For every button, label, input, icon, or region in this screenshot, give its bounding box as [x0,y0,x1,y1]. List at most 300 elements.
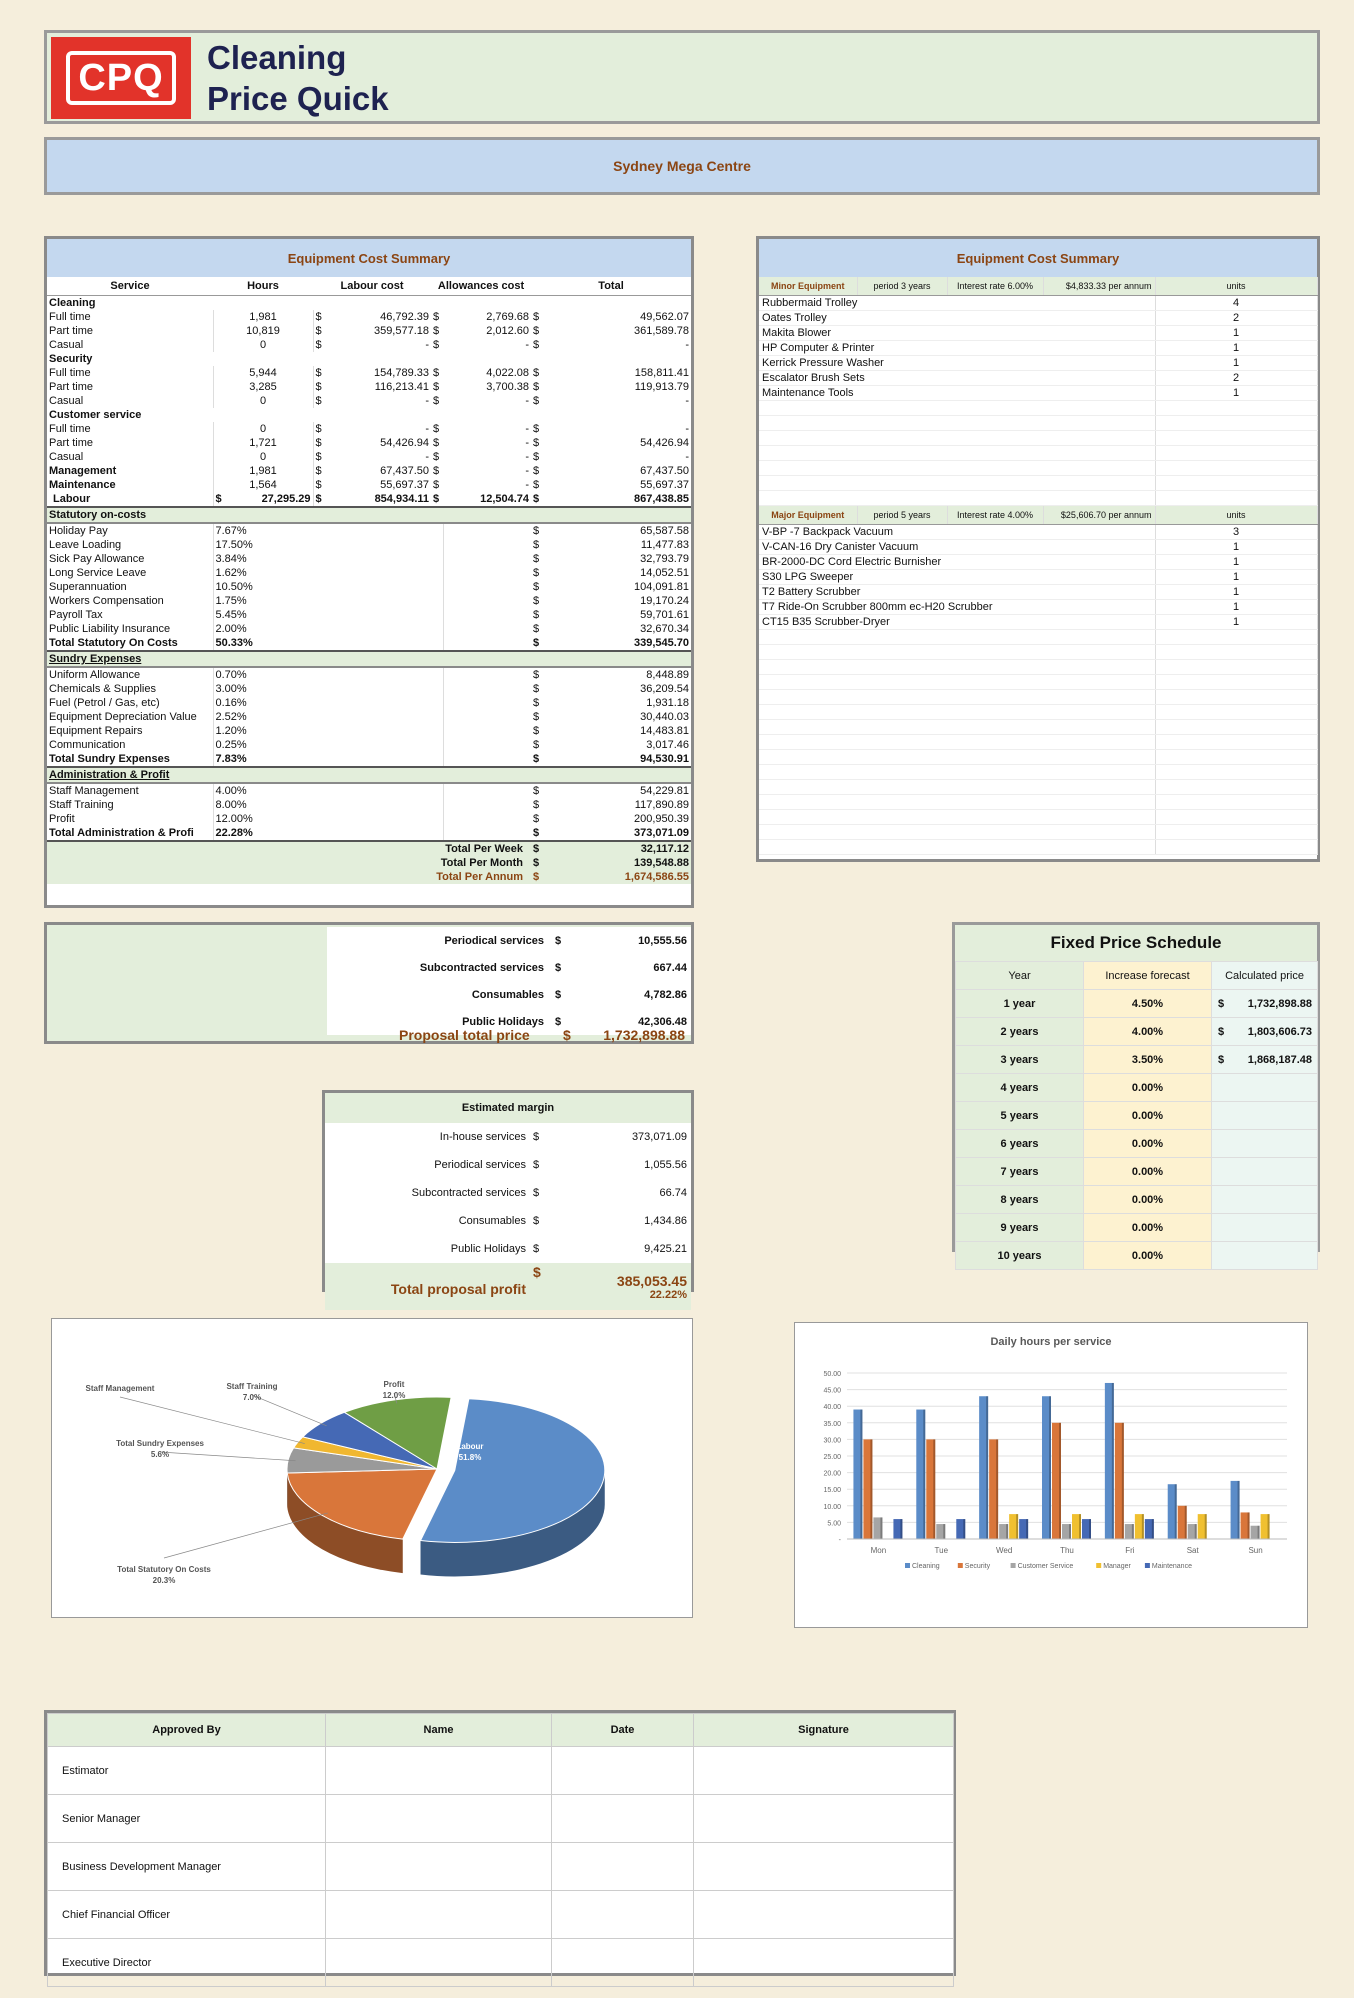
empty-cell [759,630,1155,645]
empty-cell [759,690,1155,705]
currency: $ [533,785,540,797]
empty-cell [759,780,1155,795]
row-labour-cost: 359,577.18 [373,325,430,337]
oncost-total: 3,017.46 [646,739,690,751]
spacer [443,783,531,798]
minor-label: Minor Equipment [759,277,857,296]
approval-date-cell[interactable] [552,1747,694,1795]
approval-date-cell[interactable] [552,1795,694,1843]
grand-total-row [47,841,691,856]
oncost-row [47,552,691,566]
empty-cell [759,765,1155,780]
currency: $ [431,492,443,507]
row-labour-cost: 46,792.39 [380,311,430,323]
currency: $ [433,479,440,491]
row-label: Full time [47,366,213,380]
spacer [443,682,531,696]
summary-row [47,324,691,338]
currency: $ [533,1187,540,1199]
empty-cell [1155,416,1317,431]
row-hours: 1,981 [213,464,313,478]
currency: $ [533,739,540,751]
legend-swatch [1096,1563,1101,1568]
app-title-line2: Price Quick [207,80,389,117]
oncost-total: 339,545.70 [543,636,691,651]
oncost-percent: 2.00% [213,622,443,636]
cost-breakdown-pie-chart [51,1318,693,1618]
summary-row [47,492,691,507]
proposal-value: 4,782.86 [576,981,691,1008]
bar-shade [963,1519,965,1539]
margin-row [325,1207,691,1235]
equipment-units: 1 [1155,341,1317,356]
major-units-header: units [1155,506,1317,525]
fixed-price-schedule [952,922,1320,1262]
row-allowances-cost: - [525,451,530,463]
oncost-label: Uniform Allowance [47,667,213,682]
approval-date-cell[interactable] [552,1891,694,1939]
currency: $ [315,451,322,463]
oncost-label: Profit [47,812,213,826]
currency: $ [533,381,540,393]
row-hours: 10,819 [213,324,313,338]
oncost-row [47,812,691,826]
oncost-percent: 3.84% [213,552,443,566]
fixed-price-row [956,1046,1318,1074]
pie-label: Staff Management [85,1384,155,1393]
pie-svg [52,1319,692,1617]
oncost-label: Leave Loading [47,538,213,552]
grand-total-row [47,856,691,870]
currency: $ [215,493,222,505]
empty-cell [1155,765,1317,780]
y-tick-label: 20.00 [823,1470,841,1478]
major-rate: Interest rate 4.00% [947,506,1043,525]
oncost-row [47,826,691,841]
row-allowances-cost: - [525,479,530,491]
equipment-units: 1 [1155,585,1317,600]
fixed-price-year: 3 years [956,1046,1084,1074]
bar-shade [1132,1524,1134,1539]
currency: $ [315,437,322,449]
margin-label: In-house services [439,1131,526,1143]
oncost-row [47,798,691,812]
bar-shade [1049,1396,1051,1539]
bar-shade [1016,1514,1018,1539]
empty-cell [1155,645,1317,660]
approval-name-cell[interactable] [326,1795,552,1843]
legend-swatch [958,1563,963,1568]
proposal-row [327,927,691,954]
oncost-label: Public Liability Insurance [47,622,213,636]
empty-cell [1155,720,1317,735]
x-tick-label: Sat [1186,1546,1199,1555]
approver-role: Senior Manager [48,1795,326,1843]
equipment-row [759,720,1317,735]
row-labour-cost: - [425,339,430,351]
summary-row [47,310,691,324]
bar-shade [1059,1423,1061,1539]
row-labour-cost: 116,213.41 [374,381,430,393]
row-labour-cost: - [425,395,430,407]
empty-cell [759,431,1155,446]
empty-cell [1155,491,1317,506]
bar-shade [1006,1524,1008,1539]
equipment-row [759,570,1317,585]
empty-cell [1155,461,1317,476]
fixed-price-header [956,962,1318,990]
group-heading: Administration & Profit [47,767,691,783]
approval-row [48,1939,954,1987]
pie-leader-line [160,1452,296,1461]
row-hours: 0 [213,422,313,436]
equipment-row [759,810,1317,825]
currency: $ [315,423,322,435]
oncost-total: 14,483.81 [640,725,690,737]
row-allowances-cost: 12,504.74 [443,492,531,507]
oncost-row [47,580,691,594]
fixed-price-year: 2 years [956,1018,1084,1046]
empty-cell [1155,446,1317,461]
equipment-row [759,645,1317,660]
equipment-row [759,401,1317,416]
empty-cell [759,446,1155,461]
spacer [443,738,531,752]
fixed-price-row [956,1102,1318,1130]
oncost-label: Staff Management [47,783,213,798]
summary-row [47,338,691,352]
oncost-label: Equipment Depreciation Value [47,710,213,724]
legend-label: Manager [1103,1563,1131,1570]
row-hours-value: 27,295.29 [261,493,311,505]
oncost-label: Holiday Pay [47,523,213,538]
equipment-units: 1 [1155,570,1317,585]
equipment-name: Maintenance Tools [759,386,1155,401]
col-hours: Hours [213,277,313,296]
col-service: Service [47,277,213,296]
currency: $ [1218,997,1225,1010]
approval-date-cell[interactable] [552,1843,694,1891]
oncost-label: Payroll Tax [47,608,213,622]
row-labour-cost: 67,437.50 [380,465,430,477]
approval-signature-cell[interactable] [694,1843,954,1891]
currency: $ [531,492,543,507]
fixed-price-year: 5 years [956,1102,1084,1130]
currency: $ [315,367,322,379]
row-total: 67,437.50 [640,465,690,477]
row-hours: 3,285 [213,380,313,394]
currency: $ [433,325,440,337]
margin-total-label: Total proposal profit [325,1263,527,1310]
bar-shade [870,1439,872,1539]
bar-shade [1069,1524,1071,1539]
summary-row [47,464,691,478]
spacer [443,710,531,724]
margin-total-percent: 22.22% [649,1288,687,1301]
pie-label: Total Statutory On Costs [117,1565,211,1574]
currency: $ [533,423,540,435]
oncost-percent: 2.52% [213,710,443,724]
oncost-percent: 50.33% [213,636,443,651]
row-labour-cost: - [425,423,430,435]
oncost-total: 11,477.83 [640,539,690,551]
empty-cell [1155,840,1317,855]
minor-period: period 3 years [857,277,947,296]
currency: $ [533,683,540,695]
margin-value: 373,071.09 [631,1131,687,1143]
spacer [443,724,531,738]
bar-shade [986,1396,988,1539]
approver-role: Chief Financial Officer [48,1891,326,1939]
fixed-price-col: Increase forecast [1084,962,1212,990]
currency: $ [533,1131,540,1143]
margin-label: Subcontracted services [411,1187,526,1199]
oncost-percent: 8.00% [213,798,443,812]
oncost-label: Fuel (Petrol / Gas, etc) [47,696,213,710]
fixed-price-forecast: 0.00% [1084,1158,1212,1186]
empty-cell [759,476,1155,491]
currency: $ [533,581,540,593]
proposal-value: 667.44 [576,954,691,981]
bar-shade [1079,1514,1081,1539]
approval-name-cell[interactable] [326,1891,552,1939]
row-label: Management [47,464,213,478]
approval-date-cell[interactable] [552,1939,694,1987]
fixed-price-calc [1212,1074,1318,1102]
pie-pct-label: 7.0% [242,1393,262,1402]
equipment-row [759,461,1317,476]
currency: $ [554,954,576,981]
pie-pct-label: 5.6% [150,1450,170,1459]
proposal-summary [44,922,694,1044]
y-tick-label: 50.00 [823,1371,841,1378]
currency: $ [531,752,543,767]
oncost-label: Total Statutory On Costs [47,636,213,651]
legend-swatch [905,1563,910,1568]
bar-shade [900,1519,902,1539]
row-labour-cost: - [425,451,430,463]
approver-role: Business Development Manager [48,1843,326,1891]
oncost-row [47,724,691,738]
fixed-price-year: 7 years [956,1158,1084,1186]
empty-cell [759,491,1155,506]
approval-name-cell[interactable] [326,1843,552,1891]
empty-cell [1155,705,1317,720]
oncost-row [47,566,691,580]
fixed-price-forecast: 0.00% [1084,1074,1212,1102]
group-heading: Statutory on-costs [47,507,691,523]
cpq-logo [51,37,191,119]
pie-pct-label: 20.3% [152,1576,176,1585]
oncost-total: 59,701.61 [640,609,690,621]
oncost-total: 117,890.89 [634,799,690,811]
row-total: 158,811.41 [634,367,690,379]
pie-pct-label: 12.0% [382,1391,406,1400]
proposal-row [327,981,691,1008]
equipment-row [759,476,1317,491]
equipment-units: 1 [1155,326,1317,341]
proposal-total-currency: $ [563,1027,571,1043]
bar-shade [933,1439,935,1539]
currency: $ [315,395,322,407]
currency: $ [533,609,540,621]
margin-total-cell [584,1263,691,1310]
x-tick-label: Fri [1125,1546,1135,1555]
currency: $ [533,1215,540,1227]
y-tick-label: 5.00 [827,1520,841,1528]
currency: $ [433,311,440,323]
y-tick-label: 30.00 [823,1437,841,1445]
currency: $ [533,1243,540,1255]
equipment-name: BR-2000-DC Cord Electric Burnisher [759,555,1155,570]
oncost-row [47,752,691,767]
proposal-table [327,927,691,1035]
equipment-table [759,277,1318,855]
approval-signature-cell[interactable] [694,1747,954,1795]
equipment-row [759,555,1317,570]
pie-label: Labour [456,1442,484,1451]
fixed-price-calc [1212,1018,1318,1046]
fixed-price-forecast: 0.00% [1084,1186,1212,1214]
currency: $ [533,311,540,323]
approval-col: Signature [694,1714,954,1747]
oncost-total: 36,209.54 [640,683,690,695]
spacer [443,608,531,622]
approval-grid [47,1713,954,1987]
approval-name-cell[interactable] [326,1747,552,1795]
currency: $ [533,711,540,723]
oncost-percent: 22.28% [213,826,443,841]
row-allowances-cost: - [525,339,530,351]
oncost-label: Sick Pay Allowance [47,552,213,566]
empty-cell [759,401,1155,416]
equipment-name: Escalator Brush Sets [759,371,1155,386]
x-tick-label: Thu [1060,1546,1074,1555]
equipment-units: 2 [1155,311,1317,326]
summary-row [47,380,691,394]
pie-leader-line [252,1395,327,1426]
fixed-price-forecast: 0.00% [1084,1214,1212,1242]
equipment-units: 1 [1155,555,1317,570]
row-hours: 1,564 [213,478,313,492]
row-total: 119,913.79 [634,381,690,393]
currency: $ [533,479,540,491]
daily-hours-bar-chart [794,1322,1308,1628]
logo-text: CPQ [66,51,175,105]
site-name: Sydney Mega Centre [44,137,1320,195]
equipment-row [759,675,1317,690]
oncost-percent: 7.67% [213,523,443,538]
equipment-row [759,296,1317,311]
approval-row [48,1747,954,1795]
equipment-units: 1 [1155,356,1317,371]
equipment-units: 3 [1155,525,1317,540]
fixed-price-calc [1212,990,1318,1018]
empty-cell [1155,630,1317,645]
y-tick-label: 10.00 [823,1503,841,1511]
approval-row [48,1891,954,1939]
approval-col: Date [552,1714,694,1747]
currency: $ [533,697,540,709]
currency: $ [531,856,543,870]
major-period: period 5 years [857,506,947,525]
bar-shade [1026,1519,1028,1539]
equipment-row [759,416,1317,431]
y-tick-label: 45.00 [823,1387,841,1395]
currency: $ [315,381,322,393]
bar-shade [1175,1484,1177,1539]
empty-cell [1155,675,1317,690]
approval-signature-cell[interactable] [694,1795,954,1843]
equipment-name: T2 Battery Scrubber [759,585,1155,600]
bar-svg [795,1323,1307,1627]
legend-swatch [1011,1563,1016,1568]
equipment-row [759,326,1317,341]
oncost-total: 373,071.09 [543,826,691,841]
row-allowances-cost: - [525,423,530,435]
margin-row [325,1123,691,1151]
summary-row [47,352,691,366]
row-total: 55,697.37 [640,479,690,491]
fixed-price-year: 10 years [956,1242,1084,1270]
proposal-row [327,954,691,981]
currency: $ [533,1159,540,1171]
empty-cell [1155,476,1317,491]
equipment-row [759,750,1317,765]
section-heading: Customer service [49,409,142,421]
oncost-percent: 1.75% [213,594,443,608]
fixed-price-forecast: 0.00% [1084,1242,1212,1270]
major-label: Major Equipment [759,506,857,525]
bar-shade [943,1524,945,1539]
fixed-price-row [956,1186,1318,1214]
estimated-margin [322,1090,694,1301]
row-label: Full time [47,310,213,324]
oncost-percent: 5.45% [213,608,443,622]
oncost-row [47,710,691,724]
equipment-row [759,371,1317,386]
app-title-line1: Cleaning [207,39,347,76]
row-hours [213,492,313,507]
fixed-price-forecast: 4.00% [1084,1018,1212,1046]
equipment-row [759,780,1317,795]
proposal-value: 42,306.48 [576,1008,691,1035]
header [44,30,1320,124]
row-label: Maintenance [47,478,213,492]
margin-title: Estimated margin [325,1093,691,1123]
grand-total-value: 1,674,586.55 [543,870,691,884]
bar-shade [1089,1519,1091,1539]
currency: $ [433,451,440,463]
equipment-row [759,540,1317,555]
approval-col: Approved By [48,1714,326,1747]
approval-name-cell[interactable] [326,1939,552,1987]
currency: $ [554,981,576,1008]
equipment-row [759,630,1317,645]
approval-signature-cell[interactable] [694,1891,954,1939]
oncost-row [47,636,691,651]
x-tick-label: Tue [934,1546,949,1555]
bar-shade [1122,1423,1124,1539]
oncost-total: 94,530.91 [543,752,691,767]
minor-annual: $4,833.33 per annum [1043,277,1155,296]
approval-signature-cell[interactable] [694,1939,954,1987]
row-allowances-cost: 4,022.08 [486,367,530,379]
oncost-total: 104,091.81 [633,581,690,593]
currency: $ [313,492,325,507]
summary-table [47,277,691,884]
fixed-price-forecast: 3.50% [1084,1046,1212,1074]
